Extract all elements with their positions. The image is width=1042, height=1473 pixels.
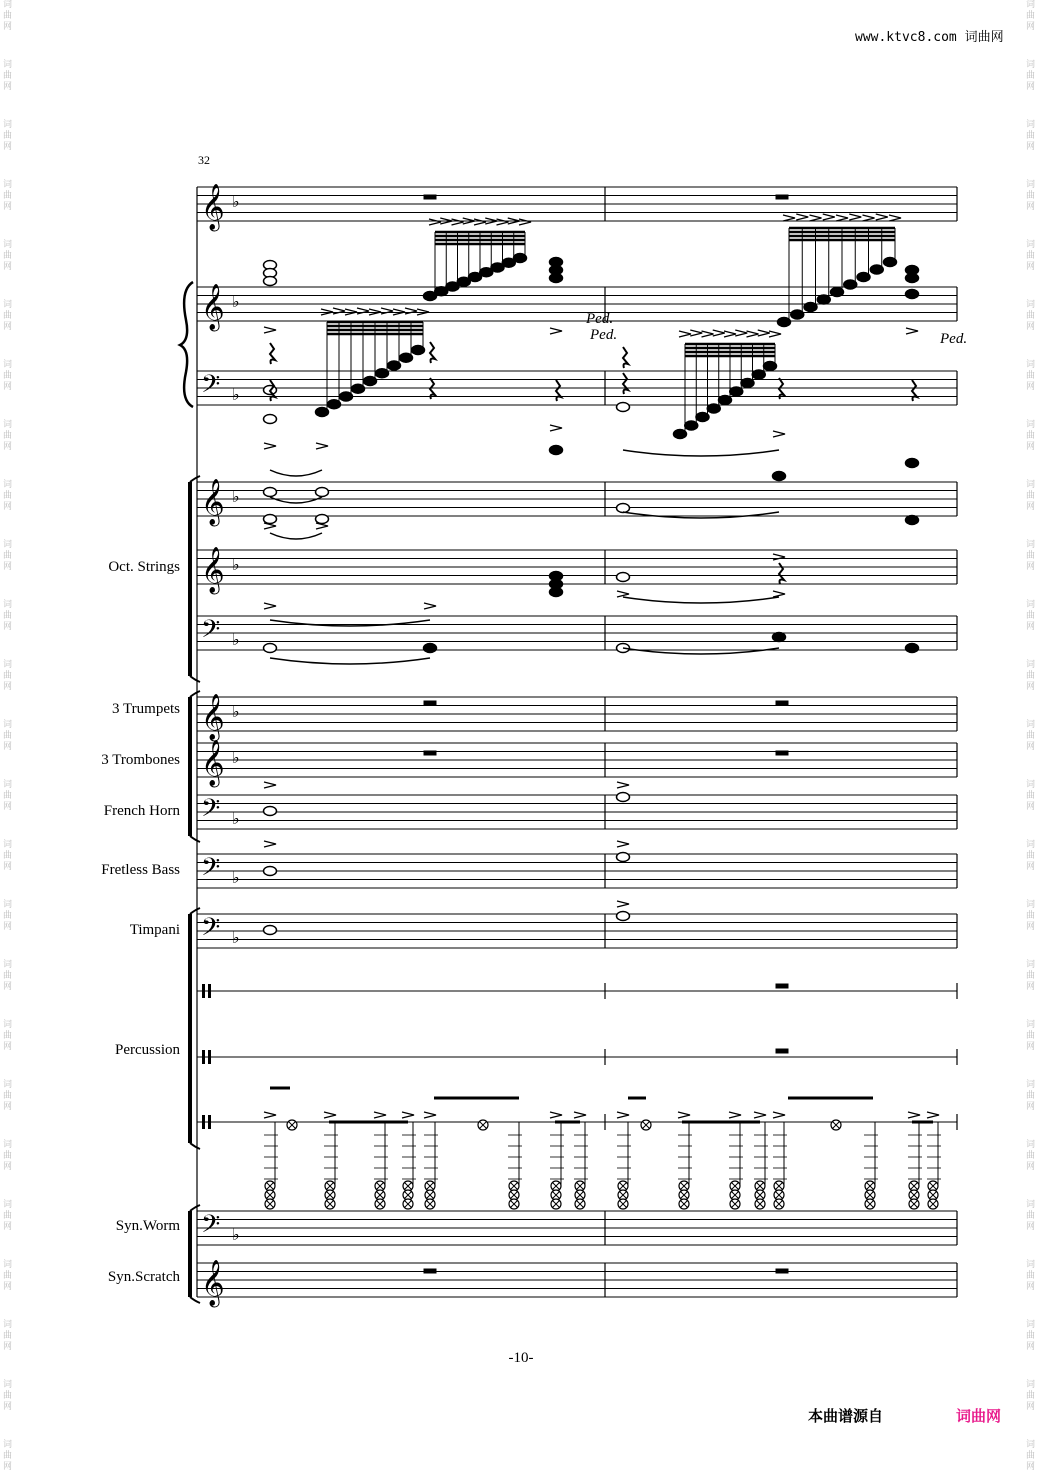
clefs <box>201 184 240 1308</box>
footer-site-name[interactable]: 词曲网 <box>956 1407 1002 1425</box>
margin-watermark-text: 词 曲 网 <box>1026 1200 1036 1232</box>
notes <box>264 195 942 1273</box>
margin-watermark-text: 词 曲 网 <box>1026 120 1036 152</box>
pedal-mark-3: Ped. <box>940 331 968 347</box>
margin-watermark-text: 词 曲 网 <box>3 720 13 752</box>
margin-watermark-text: 词 曲 网 <box>1026 1020 1036 1052</box>
margin-watermark-text: 词 曲 网 <box>3 0 13 32</box>
svg-text:♭: ♭ <box>232 487 240 506</box>
margin-watermark-text: 词 曲 网 <box>3 480 13 512</box>
svg-text:♭: ♭ <box>232 385 240 404</box>
svg-text:𝄞: 𝄞 <box>201 1260 225 1306</box>
margin-watermark-text: 词 曲 网 <box>1026 300 1036 332</box>
footer-source-label: 本曲谱源自 <box>808 1407 884 1425</box>
margin-watermark-text: 词 曲 网 <box>1026 0 1036 32</box>
svg-text:𝄞: 𝄞 <box>201 184 225 230</box>
margin-watermark-text: 词 曲 网 <box>1026 660 1036 692</box>
margin-watermark-text: 词 曲 网 <box>1026 1080 1036 1112</box>
svg-text:𝄞: 𝄞 <box>201 740 225 786</box>
svg-text:𝄢: 𝄢 <box>201 370 221 405</box>
margin-watermark-text: 词 曲 网 <box>3 60 13 92</box>
svg-text:𝄢: 𝄢 <box>201 913 221 948</box>
margin-watermark-text: 词 曲 网 <box>3 540 13 572</box>
margin-watermark-text: 词 曲 网 <box>1026 360 1036 392</box>
margin-watermark-text: 词 曲 网 <box>1026 1380 1036 1412</box>
svg-text:𝄢: 𝄢 <box>201 853 221 888</box>
margin-watermark-text: 词 曲 网 <box>3 1380 13 1412</box>
margin-watermark-text: 词 曲 网 <box>3 960 13 992</box>
svg-text:𝄞: 𝄞 <box>201 694 225 740</box>
measure-number: 32 <box>198 153 210 167</box>
margin-watermark-text: 词 曲 网 <box>3 180 13 212</box>
instrument-label-timpani: Timpani <box>129 922 180 938</box>
margin-watermark-text: 词 曲 网 <box>3 300 13 332</box>
svg-text:𝄢: 𝄢 <box>201 615 221 650</box>
margin-watermark-text: 词 曲 网 <box>1026 1320 1036 1352</box>
margin-watermark-text: 词 曲 网 <box>1026 1140 1036 1172</box>
svg-text:♭: ♭ <box>232 555 240 574</box>
margin-watermark-text: 词 曲 网 <box>1026 420 1036 452</box>
svg-text:♭: ♭ <box>232 702 240 721</box>
svg-text:𝄢: 𝄢 <box>201 794 221 829</box>
instrument-label-french-horn: French Horn <box>103 803 180 819</box>
margin-watermark-text: 词 曲 网 <box>1026 240 1036 272</box>
margin-watermark-text: 词 曲 网 <box>3 1020 13 1052</box>
margin-watermark-text: 词 曲 网 <box>3 840 13 872</box>
margin-watermark-text: 词 曲 网 <box>3 1080 13 1112</box>
margin-watermark-text: 词 曲 网 <box>3 240 13 272</box>
staff-lines <box>197 187 957 1297</box>
margin-watermark-text: 词 曲 网 <box>1026 900 1036 932</box>
site-url[interactable]: www.ktvc8.com 词曲网 <box>855 30 1004 45</box>
margin-watermark-text: 词 曲 网 <box>3 360 13 392</box>
margin-watermark-text: 词 曲 网 <box>3 660 13 692</box>
margin-watermark-text: 词 曲 网 <box>1026 780 1036 812</box>
svg-text:♭: ♭ <box>232 192 240 211</box>
margin-watermark-text: 词 曲 网 <box>1026 180 1036 212</box>
brackets <box>180 187 200 1303</box>
margin-watermark-text: 词 曲 网 <box>3 420 13 452</box>
barlines <box>605 187 957 1297</box>
svg-text:♭: ♭ <box>232 1225 240 1244</box>
instrument-label-fretless-bass: Fretless Bass <box>101 862 180 878</box>
margin-watermark-text: 词 曲 网 <box>3 1320 13 1352</box>
instrument-label-oct-strings: Oct. Strings <box>108 559 180 575</box>
margin-watermark-text: 词 曲 网 <box>3 120 13 152</box>
svg-text:𝄞: 𝄞 <box>201 547 225 593</box>
margin-watermark-text: 词 曲 网 <box>3 1440 13 1472</box>
svg-text:♭: ♭ <box>232 868 240 887</box>
margin-watermark-text: 词 曲 网 <box>1026 960 1036 992</box>
svg-text:♭: ♭ <box>232 928 240 947</box>
svg-text:𝄞: 𝄞 <box>201 284 225 330</box>
svg-text:𝄢: 𝄢 <box>201 1210 221 1245</box>
margin-watermark-text: 词 曲 网 <box>3 1260 13 1292</box>
svg-text:♭: ♭ <box>232 809 240 828</box>
margin-watermark-text: 词 曲 网 <box>3 600 13 632</box>
instrument-label-trombones: 3 Trombones <box>101 752 180 768</box>
page-number: -10- <box>508 1350 534 1366</box>
pedal-mark-1: Ped. <box>586 311 614 327</box>
margin-watermark-text: 词 曲 网 <box>3 1140 13 1172</box>
margin-watermark-text: 词 曲 网 <box>3 1200 13 1232</box>
instrument-label-syn-worm: Syn.Worm <box>115 1218 180 1234</box>
margin-watermark-text: 词 曲 网 <box>1026 1440 1036 1472</box>
margin-watermark-text: 词 曲 网 <box>3 780 13 812</box>
pedal-mark-2: Ped. <box>590 327 618 343</box>
svg-text:♭: ♭ <box>232 630 240 649</box>
margin-watermark-text: 词 曲 网 <box>1026 720 1036 752</box>
margin-watermark-text: 词 曲 网 <box>1026 540 1036 572</box>
svg-text:𝄞: 𝄞 <box>201 479 225 525</box>
margin-watermark-text: 词 曲 网 <box>1026 600 1036 632</box>
margin-watermark-text: 词 曲 网 <box>1026 1260 1036 1292</box>
instrument-label-percussion: Percussion <box>115 1042 180 1058</box>
instrument-label-trumpets: 3 Trumpets <box>112 701 180 717</box>
instrument-label-syn-scratch: Syn.Scratch <box>107 1269 180 1285</box>
margin-watermark-text: 词 曲 网 <box>1026 480 1036 512</box>
margin-watermark-text: 词 曲 网 <box>1026 60 1036 92</box>
svg-text:♭: ♭ <box>232 292 240 311</box>
svg-text:♭: ♭ <box>232 748 240 767</box>
margin-watermark-text: 词 曲 网 <box>1026 840 1036 872</box>
margin-watermark-text: 词 曲 网 <box>3 900 13 932</box>
